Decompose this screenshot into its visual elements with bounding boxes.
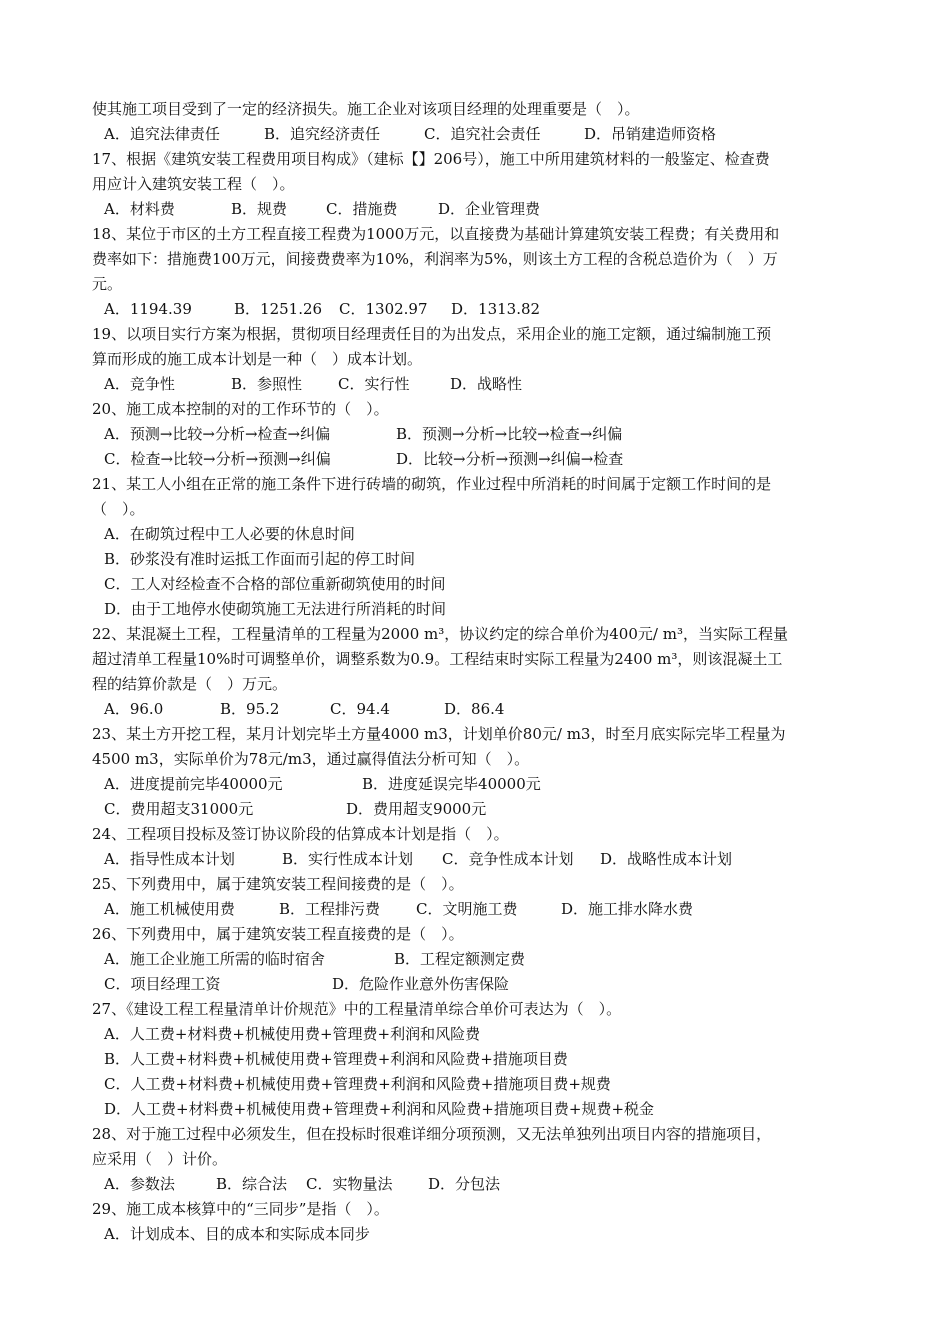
answer-option: C．费用超支31000元	[104, 800, 254, 818]
answer-option: D．危险作业意外伤害保险	[332, 975, 510, 993]
answer-option: C．实行性	[338, 375, 410, 393]
answer-option: B．追究经济责任	[264, 125, 381, 143]
question-text-line: 24、工程项目投标及签订协议阶段的估算成本计划是指（ ）。	[92, 825, 509, 843]
answer-options-line	[92, 572, 872, 597]
answer-options-line	[92, 1047, 872, 1072]
answer-option: A．计划成本、目的成本和实际成本同步	[104, 1225, 370, 1243]
answer-option: A．材料费	[104, 200, 175, 218]
answer-option: B．工程排污费	[279, 900, 381, 918]
answer-options-line	[92, 522, 872, 547]
question-text-line: 应采用（ ）计价。	[92, 1150, 228, 1168]
answer-options-line	[92, 372, 872, 397]
question-text-line: 19、以项目实行方案为根据，贯彻项目经理责任目的为出发点，采用企业的施工定额，通过编制施工预	[92, 325, 772, 343]
answer-option: A．指导性成本计划	[104, 850, 235, 868]
question-text-line: 17、根据《建筑安装工程费用项目构成》（建标【】206号），施工中所用建筑材料的一般鉴定、检查费	[92, 150, 770, 168]
answer-option: A．参数法	[104, 1175, 175, 1193]
answer-option: B．规费	[231, 200, 288, 218]
answer-options-line	[92, 297, 872, 322]
question-text-line: 28、对于施工过程中必须发生，但在投标时很难详细分项预测，又无法单独列出项目内容的措施项目，	[92, 1125, 772, 1143]
answer-options-line	[92, 897, 872, 922]
question-text-line: 费率如下：措施费100万元，间接费费率为10%，利润率为5%，则该土方工程的含税总造价为（ ）万	[92, 250, 778, 268]
answer-option: C．人工费+材料费+机械使用费+管理费+利润和风险费+措施项目费+规费	[104, 1075, 611, 1093]
answer-option: A．在砌筑过程中工人必要的休息时间	[104, 525, 355, 543]
question-text-line: 程的结算价款是（ ）万元。	[92, 675, 288, 693]
answer-option: D．企业管理费	[438, 200, 541, 218]
answer-options-line	[92, 847, 872, 872]
answer-option: D．分包法	[428, 1175, 501, 1193]
answer-option: A．施工机械使用费	[104, 900, 235, 918]
answer-option: A．1194.39	[104, 300, 192, 318]
answer-option: B．实行性成本计划	[282, 850, 414, 868]
answer-option: C．1302.97	[339, 300, 428, 318]
question-text-line: 超过清单工程量10%时可调整单价，调整系数为0.9。工程结束时实际工程量为2400 m³，则该混凝土工	[92, 650, 783, 668]
answer-option: C．措施费	[326, 200, 398, 218]
question-text-line: 20、施工成本控制的对的工作环节的（ ）。	[92, 400, 389, 418]
answer-option: A．进度提前完毕40000元	[104, 775, 283, 793]
answer-option: C．追究社会责任	[424, 125, 541, 143]
answer-option: B．预测→分析→比较→检查→纠偏	[396, 425, 623, 443]
question-text-line: 22、某混凝土工程，工程量清单的工程量为2000 m³，协议约定的综合单价为400元/ m³，当实际工程量	[92, 625, 788, 643]
answer-options-line	[92, 972, 872, 997]
answer-options-line	[92, 697, 872, 722]
answer-option: C．94.4	[330, 700, 390, 718]
answer-option: B．工程定额测定费	[394, 950, 526, 968]
answer-options-line	[92, 772, 872, 797]
answer-option: D．由于工地停水使砌筑施工无法进行所消耗的时间	[104, 600, 447, 618]
answer-options-line	[92, 122, 872, 147]
question-text-line: 用应计入建筑安装工程（ ）。	[92, 175, 295, 193]
answer-options-line	[92, 1172, 872, 1197]
answer-options-line	[92, 1222, 872, 1247]
answer-option: A．预测→比较→分析→检查→纠偏	[104, 425, 331, 443]
question-text-line: 29、施工成本核算中的“三同步”是指（ ）。	[92, 1200, 389, 1218]
question-text-line: （ ）。	[92, 500, 145, 518]
answer-option: D．战略性成本计划	[600, 850, 733, 868]
answer-option: B．95.2	[220, 700, 280, 718]
question-text-line: 算而形成的施工成本计划是一种（ ）成本计划。	[92, 350, 423, 368]
answer-option: C．项目经理工资	[104, 975, 221, 993]
answer-options-line	[92, 1022, 872, 1047]
answer-option: A．96.0	[104, 700, 164, 718]
question-text-line: 4500 m3，实际单价为78元/m3，通过赢得值法分析可知（ ）。	[92, 750, 530, 768]
question-text-line: 23、某土方开挖工程，某月计划完毕土方量4000 m3，计划单价80元/ m3，时至月底实际完毕工程量为	[92, 725, 786, 743]
answer-option: D．比较→分析→预测→纠偏→检查	[396, 450, 624, 468]
question-text-line: 27、《建设工程工程量清单计价规范》中的工程量清单综合单价可表达为（ ）。	[92, 1000, 622, 1018]
answer-options-line	[92, 1097, 872, 1122]
answer-option: D．86.4	[444, 700, 505, 718]
answer-option: C．文明施工费	[416, 900, 518, 918]
answer-option: B．综合法	[216, 1175, 288, 1193]
answer-options-line	[92, 1072, 872, 1097]
answer-option: B．进度延误完毕40000元	[362, 775, 541, 793]
answer-options-line	[92, 447, 872, 472]
answer-option: B．参照性	[231, 375, 303, 393]
answer-option: C．竞争性成本计划	[442, 850, 574, 868]
answer-option: D．人工费+材料费+机械使用费+管理费+利润和风险费+措施项目费+规费+税金	[104, 1100, 655, 1118]
answer-option: A．人工费+材料费+机械使用费+管理费+利润和风险费	[104, 1025, 481, 1043]
answer-option: D．费用超支9000元	[346, 800, 487, 818]
question-text-line: 21、某工人小组在正常的施工条件下进行砖墙的砌筑，作业过程中所消耗的时间属于定额工作时间的是	[92, 475, 772, 493]
question-text-line: 18、某位于市区的土方工程直接工程费为1000万元，以直接费为基础计算建筑安装工程费；有关费用和	[92, 225, 780, 243]
answer-option: D．施工排水降水费	[561, 900, 694, 918]
answer-options-line	[92, 547, 872, 572]
question-text-line: 元。	[92, 275, 123, 293]
question-text-line: 25、下列费用中，属于建筑安装工程间接费的是（ ）。	[92, 875, 464, 893]
answer-option: B．人工费+材料费+机械使用费+管理费+利润和风险费+措施项目费	[104, 1050, 568, 1068]
answer-option: C．工人对经检查不合格的部位重新砌筑使用的时间	[104, 575, 446, 593]
answer-options-line	[92, 947, 872, 972]
answer-options-line	[92, 597, 872, 622]
document-page	[92, 97, 872, 1247]
answer-option: B．砂浆没有准时运抵工作面而引起的停工时间	[104, 550, 416, 568]
answer-option: C．实物量法	[306, 1175, 393, 1193]
answer-option: B．1251.26	[234, 300, 323, 318]
question-text-line: 26、下列费用中，属于建筑安装工程直接费的是（ ）。	[92, 925, 464, 943]
answer-option: D．吊销建造师资格	[584, 125, 717, 143]
answer-option: D．战略性	[450, 375, 523, 393]
answer-option: C．检查→比较→分析→预测→纠偏	[104, 450, 331, 468]
answer-option: A．追究法律责任	[104, 125, 220, 143]
answer-options-line	[92, 197, 872, 222]
answer-option: A．施工企业施工所需的临时宿舍	[104, 950, 325, 968]
question-text-line: 使其施工项目受到了一定的经济损失。施工企业对该项目经理的处理重要是（ ）。	[92, 100, 640, 118]
answer-option: D．1313.82	[451, 300, 541, 318]
answer-option: A．竞争性	[104, 375, 175, 393]
answer-options-line	[92, 797, 872, 822]
answer-options-line	[92, 422, 872, 447]
